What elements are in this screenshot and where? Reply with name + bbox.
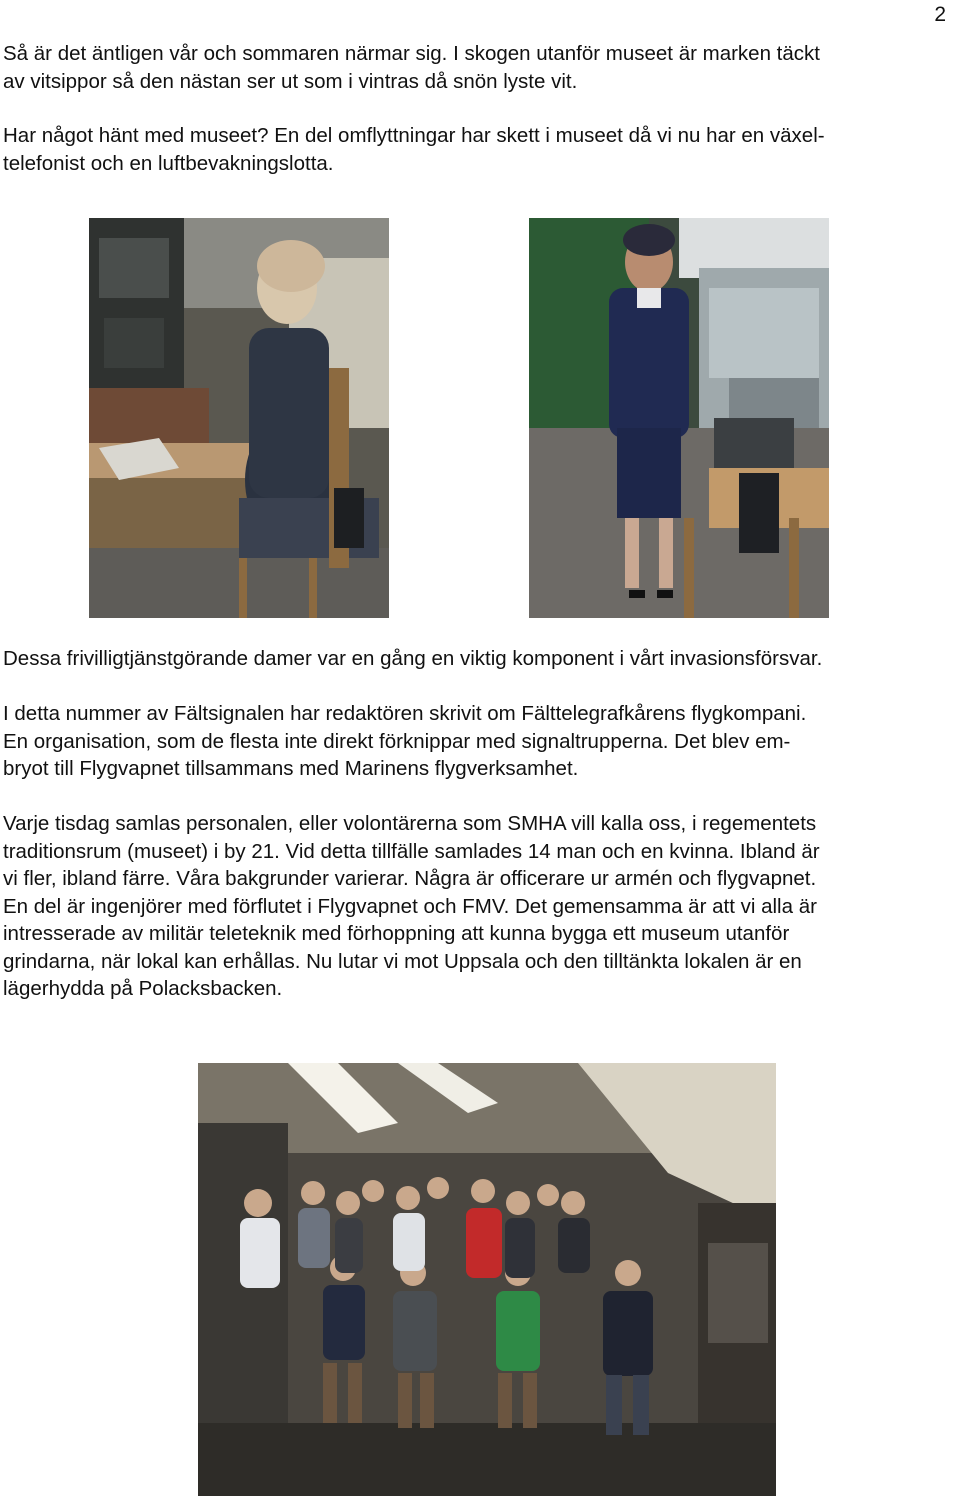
text-line: Har något hänt med museet? En del omflyttningar har skett i museet då vi nu har en växel- (3, 124, 825, 147)
photo-caption (3, 645, 958, 673)
text-line: telefonist och en luftbevakningslotta. (3, 151, 334, 175)
text-line: bryot till Flygvapnet tillsammans med Marinens flygverksamhet. (3, 757, 579, 780)
text-line: av vitsippor så den nästan ser ut som i vintras då snön lyste vit. (3, 69, 578, 93)
page-number: 2 (934, 3, 946, 26)
museum-news-paragraph (3, 122, 958, 177)
text-line: Varje tisdag samlas personalen, eller volontärerna som SMHA vill kalla oss, i regementets (3, 812, 817, 835)
group-photo (198, 1063, 776, 1496)
text-line: vi fler, ibland färre. Våra bakgrunder varierar. Några är officerare ur armén och flygvapnet. (3, 867, 817, 890)
text-line: En organisation, som de flesta inte direkt förknippar med signaltrupperna. Det blev em- (3, 729, 791, 753)
text-line: En del är ingenjörer med förflutet i Flygvapnet och FMV. Det gemensamma är att vi alla är (3, 894, 817, 918)
air-surveillance-lotta-photo (529, 218, 829, 618)
tuesday-meetings-paragraph (3, 810, 958, 1003)
text-line: lägerhydda på Polacksbacken. (3, 977, 283, 1000)
editor-note-paragraph (3, 700, 958, 783)
text-line: traditionsrum (museet) i by 21. Vid detta tillfälle samlades 14 man och en kvinna. Ibland är (3, 839, 820, 863)
text-line: Så är det äntligen vår och sommaren närmar sig. I skogen utanför museet är marken täckt (3, 42, 820, 65)
text-line: I detta nummer av Fältsignalen har redaktören skrivit om Fälttelegrafkårens flygkompani. (3, 702, 807, 725)
switchboard-operator-photo (89, 218, 389, 618)
text-line: Dessa frivilligtjänstgörande damer var en gång en viktig komponent i vårt invasionsförsvar. (3, 647, 823, 670)
intro-paragraph (3, 40, 958, 95)
text-line: intresserade av militär teleteknik med förhoppning att kunna bygga ett museum utanför (3, 922, 790, 945)
text-line: grindarna, när lokal kan erhållas. Nu lutar vi mot Uppsala och den tilltänkta lokalen är en (3, 949, 802, 973)
